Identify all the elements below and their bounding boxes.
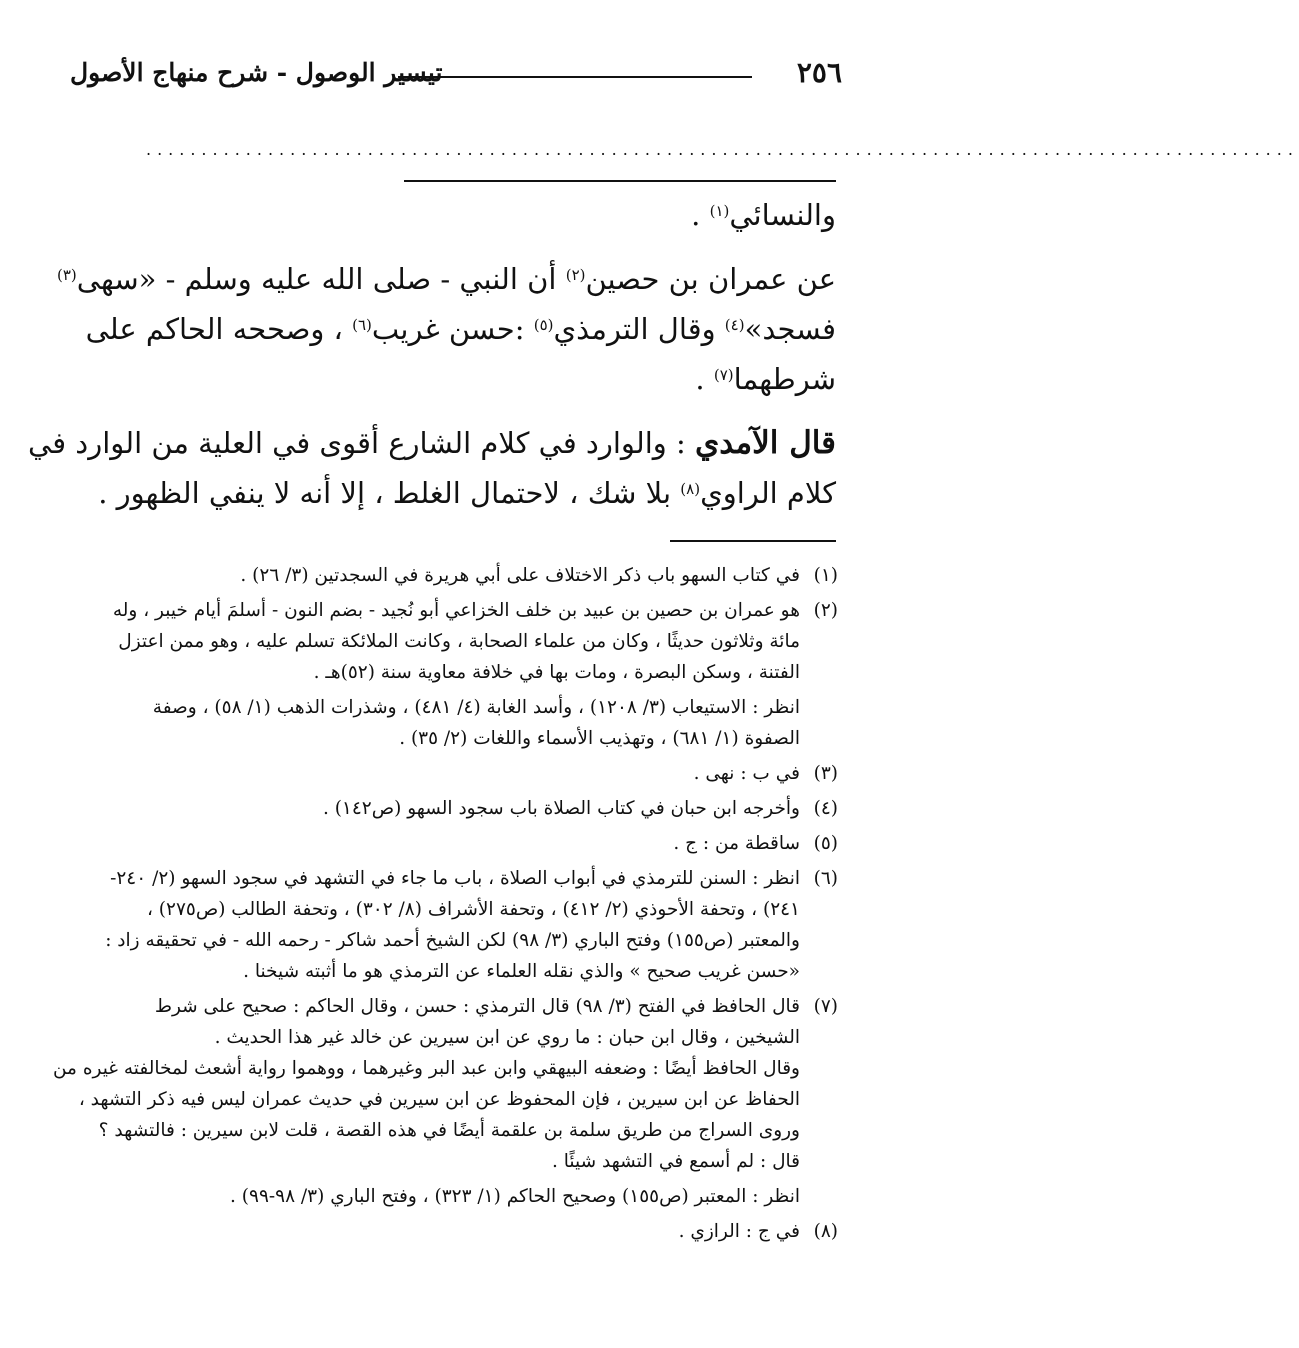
main-text (28, 190, 836, 532)
footnote-number: (٨) (813, 1221, 838, 1242)
footnote-line: وروى السراج من طريق سلمة بن علقمة أيضًا في هذه القصة ، قلت لابن سيرين : فالتشهد ؟ (98, 1120, 800, 1141)
footnote-line: ساقطة من : ج . (673, 833, 800, 854)
footnote-line: وأخرجه ابن حبان في كتاب الصلاة باب سجود السهو (ص١٤٢) . (322, 798, 800, 819)
page-number: ٢٥٦ (796, 56, 842, 89)
footnote (52, 991, 838, 1177)
footnote (76, 560, 838, 591)
text-run: بلا شك ، لاحتمال الغلط ، إلا أنه لا ينفي الظهور . (98, 476, 681, 510)
footnote (76, 595, 838, 688)
footnote-line: قال الحافظ في الفتح (٣/ ٩٨) قال الترمذي : حسن ، وقال الحاكم : صحيح على شرط (154, 996, 800, 1017)
footnote-text (53, 991, 800, 1177)
header-rule (398, 76, 752, 78)
text-run: . (691, 198, 710, 232)
footnote-line: قال : لم أسمع في التشهد شيئًا . (552, 1151, 800, 1172)
footnote-ref: (٦) (352, 316, 372, 334)
footnote-number: (٦) (813, 868, 838, 889)
text-run: :حسن غريب (371, 312, 534, 346)
text-run: وقال الترمذي (553, 312, 725, 346)
footnote (76, 828, 838, 859)
footnote-line: وقال الحافظ أيضًا : وضعفه البيهقي وابن عبد البر وغيرهما ، ووهموا رواية أشعث لمخالفته غيره من (52, 1058, 800, 1079)
footnote-line: الشيخين ، وقال ابن حبان : ما روي عن ابن سيرين عن خالد غير هذا الحديث . (214, 1027, 800, 1048)
paragraph-1 (72, 190, 836, 240)
footnote-line: «حسن غريب صحيح » والذي نقله العلماء عن الترمذي هو ما أثبته شيخنا . (243, 961, 800, 982)
text-run: شرطهما (733, 362, 836, 396)
text-run: : والوارد في كلام الشارع أقوى في العلية من الوارد في (28, 426, 695, 460)
footnote-text (76, 863, 800, 987)
footnote-number: (٢) (813, 600, 838, 621)
footnote-line: هو عمران بن حصين بن عبيد بن خلف الخزاعي أبو نُجيد - بضم النون - أسلمَ أيام خيبر ، وله (112, 600, 800, 621)
footnote-line: مائة وثلاثون حديثًا ، وكان من علماء الصحابة ، وكانت الملائكة تسلم عليه ، وهو ممن اعتزل (118, 631, 800, 652)
footnote-line: والمعتبر (ص١٥٥) وفتح الباري (٣/ ٩٨) لكن الشيخ أحمد شاكر - رحمه الله - في تحقيقه زاد : (105, 930, 800, 951)
footnote (76, 793, 838, 824)
text-line (57, 254, 836, 304)
section-rule (404, 180, 836, 182)
footnote (76, 1216, 838, 1247)
footnote-number: (١) (813, 565, 838, 586)
text-run: ، وصححه الحاكم على (85, 312, 353, 346)
footnote-number: (٣) (813, 763, 838, 784)
text-run: عن عمران بن حصين (585, 262, 836, 296)
page-header (70, 56, 842, 96)
footnote-line: الحفاظ عن ابن سيرين ، فإن المحفوظ عن ابن سيرين في حديث عمران ليس فيه ذكر التشهد ، (78, 1089, 800, 1110)
footnote-number: (٧) (813, 996, 838, 1017)
paragraph-2 (57, 254, 836, 404)
footnote-number: (٤) (813, 798, 838, 819)
footnote-line: في كتاب السهو باب ذكر الاختلاف على أبي هريرة في السجدتين (٣/ ٢٦) . (240, 565, 800, 586)
text-line (28, 418, 836, 468)
text-run: . (695, 362, 714, 396)
footnote-line: ٢٤١) ، وتحفة الأحوذي (٢/ ٤١٢) ، وتحفة الأشراف (٨/ ٣٠٢) ، وتحفة الطالب (ص٢٧٥) ، (146, 899, 800, 920)
footnotes (52, 560, 838, 1251)
footnote-ref: (٧) (713, 366, 734, 384)
footnote-reference-block (76, 1181, 838, 1212)
running-title: تيسير الوصول - شرح منهاج الأصول (70, 58, 443, 87)
footnote-ref: (٤) (724, 316, 745, 334)
text-run: أن النبي - صلى الله عليه وسلم - «سهى (76, 262, 566, 296)
footnote-line: انظر : الاستيعاب (٣/ ١٢٠٨) ، وأسد الغابة (٤/ ٤٨١) ، وشذرات الذهب (١/ ٥٨) ، وصفة (152, 697, 800, 718)
footnote-text (76, 758, 800, 789)
footnote-ref: (٨) (680, 480, 701, 498)
footnote-line: في ج : الرازي . (678, 1221, 800, 1242)
text-run: فسجد» (744, 312, 836, 346)
paragraph-3 (28, 418, 836, 518)
text-line (72, 304, 836, 354)
text-line (72, 468, 836, 518)
footnote-line: في ب : نهى . (693, 763, 800, 784)
footnote-text (76, 560, 800, 591)
footnote-text (76, 793, 800, 824)
footnote-rule (670, 540, 836, 542)
footnote-ref: (٥) (533, 316, 554, 334)
footnote-line: الفتنة ، وسكن البصرة ، ومات بها في خلافة معاوية سنة (٥٢)هـ . (313, 662, 800, 683)
footnote-number: (٥) (813, 833, 838, 854)
footnote-text (76, 828, 800, 859)
speaker-label: قال الآمدي (694, 425, 836, 461)
text-run: والنسائي (729, 198, 836, 232)
footnote-text (76, 1216, 800, 1247)
text-line (72, 354, 836, 404)
footnote (76, 863, 838, 987)
footnote-line: انظر : السنن للترمذي في أبواب الصلاة ، باب ما جاء في التشهد في سجود السهو (٢/ ٢٤٠- (110, 868, 800, 889)
dotted-separator: ........................................................................................................ (146, 140, 1299, 159)
footnote-line: الصفوة (١/ ٦٨١) ، وتهذيب الأسماء واللغات (٢/ ٣٥) . (399, 728, 800, 749)
footnote-ref: (٢) (565, 266, 586, 284)
footnote-ref: (٣) (57, 266, 77, 284)
footnote-line: انظر : المعتبر (ص١٥٥) وصحيح الحاكم (١/ ٣٢٣) ، وفتح الباري (٣/ ٩٨-٩٩) . (230, 1186, 800, 1207)
footnote-text (76, 595, 800, 688)
footnote-reference-block (76, 692, 838, 754)
footnote-ref: (١) (709, 202, 730, 220)
footnote (76, 758, 838, 789)
text-run: كلام الراوي (700, 476, 836, 510)
